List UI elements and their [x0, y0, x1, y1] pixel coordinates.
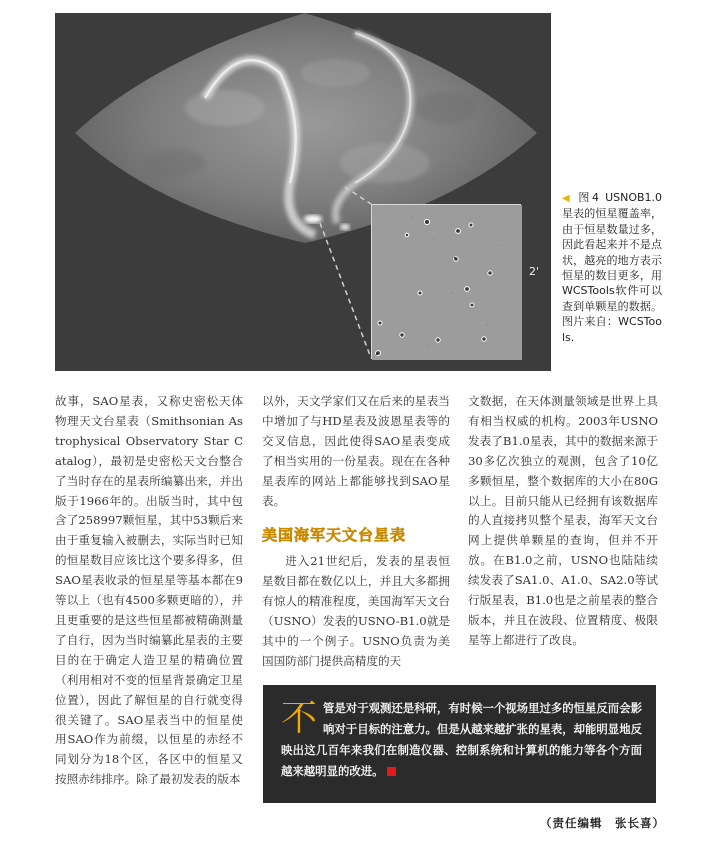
pull-quote-text: 管是对于观测还是科研，有时候一个视场里过多的恒星反而会影响对于目标的注意力。但是从越来越扩张的星表，却能明显地反映出这几百年来我们在制造仪器、控制系统和计算机的能力等各个方面越来越明显的改进。	[281, 701, 642, 778]
caption-text: USNOB1.0星表的恒星覆盖率，由于恒星数量过多，因此看起来并不是点状，越亮的地方表示恒星的数目更多，用WCSTools软件可以查到单颗星的数据。图片来自：WCSTools.	[562, 191, 663, 344]
article-column-3: 文数据，在天体测量领域是世界上具有相当权威的机构。2003年USNO发表了B1.0星表，其中的数据来源于30多亿次独立的观测，包含了10亿多颗恒星，整个数据库的大小在80G以上。目前只能从已经拥有该数据库的人直接拷贝整个星表，海军天文台网上提供单颗星的查询，但并不开放。在B1.0之前，USNO也陆陆续续发表了SA1.0、A1.0、SA2.0等试行版星表，B1.0也是之前星表的整合版本，并且在波段、位置精度、极限星等上都进行了改良。	[468, 394, 658, 647]
zoom-inset	[371, 204, 521, 359]
caption-label: 图4	[578, 191, 599, 204]
drop-cap: 不	[281, 698, 318, 739]
scale-label: 2'	[529, 265, 540, 278]
section-heading: 美国海军天文台星表	[262, 526, 407, 544]
pull-quote-box	[263, 685, 656, 803]
end-mark-icon	[387, 767, 396, 776]
figure-caption	[562, 190, 662, 345]
article-column-2-rest: 进入21世纪后，发表的星表恒星数目都在数亿以上，并且大多都拥有惊人的精准程度，美国海军天文台（USNO）发表的USNO-B1.0就是其中的一个例子。USNO负责为美国国防部门提供高精度的天	[262, 554, 450, 668]
editor-credit: （责任编辑 张长喜）	[540, 816, 665, 830]
article-column-2-top: 以外，天文学家们又在后来的星表当中增加了与HD星表及波恩星表等的交叉信息，因此使得SAO星表变成了相当实用的一份星表。现在在各种星表库的网站上都能够找到SAO星表。	[262, 394, 450, 508]
zoom-connector-line	[320, 223, 371, 358]
star-field-inset	[372, 205, 522, 360]
star-coverage-figure	[55, 13, 551, 371]
triangle-left-icon: ◀	[562, 193, 573, 204]
article-column-1: 故事，SAO星表，又称史密松天体物理天文台星表（Smithsonian Astrophysical Observatory Star Catalog），最初是史密松天文台整合了当时存在的星表所编纂出来，并出版于1966年的。出版当时，其中包含了258997颗恒星，其中53颗后来由于重复输入被删去，实际当时已知的恒星数目应该比这个要多得多，但SAO星表收录的恒星星等基本都在9等以上（也有4500多颗更暗的），并且更重要的是这些恒星都被精确测量了自行，因为当时编纂此星表的主要目的在于确定人造卫星的精确位置（利用相对不变的恒星背景确定卫星位置），因此了解恒星的自行就变得很关键了。SAO星表当中的恒星使用SAO作为前缀，以恒星的赤经不同划分为18个区，各区中的恒星又按照赤纬排序。除了最初发表的版本	[55, 394, 243, 787]
